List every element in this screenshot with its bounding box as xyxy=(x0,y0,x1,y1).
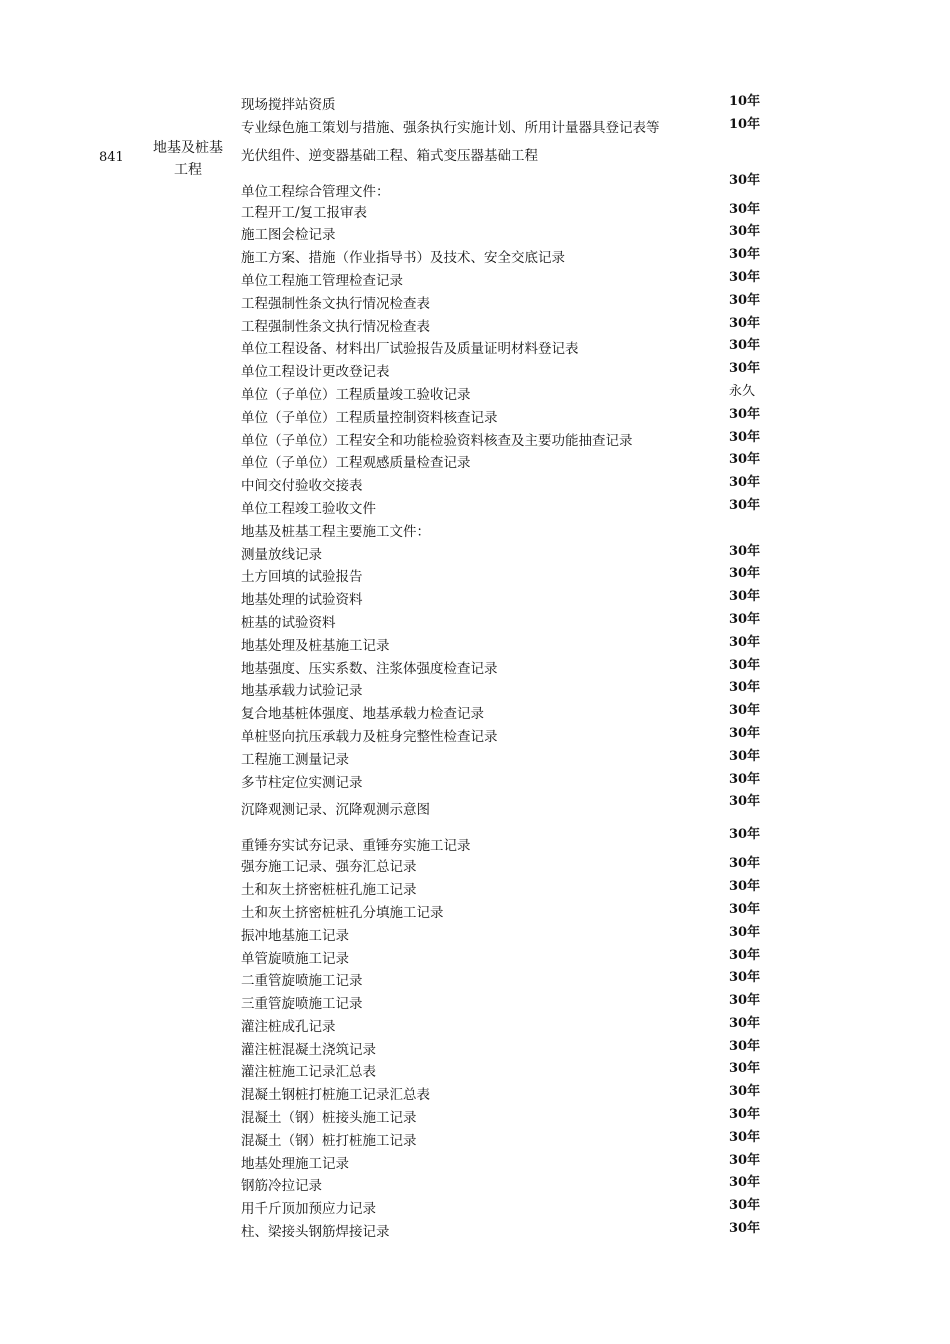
table-row xyxy=(241,136,771,169)
record-item: 强夯施工记录、强夯汇总记录 xyxy=(241,859,417,876)
table-row xyxy=(241,1217,771,1240)
record-item: 用千斤顶加预应力记录 xyxy=(241,1201,376,1218)
retention-period: 30年 xyxy=(729,589,761,605)
retention-period: 30年 xyxy=(729,993,761,1009)
retention-period: 30年 xyxy=(729,1129,761,1145)
retention-period: 30年 xyxy=(729,771,761,787)
table-row xyxy=(241,898,771,921)
retention-period: 10年 xyxy=(729,94,761,109)
retention-period: 30年 xyxy=(729,1084,761,1100)
retention-period: 30年 xyxy=(729,1015,761,1031)
record-item: 工程开工/复工报审表 xyxy=(241,204,368,221)
retention-period: 10年 xyxy=(729,116,761,132)
record-item: 桩基的试验资料 xyxy=(241,614,336,631)
table-row xyxy=(241,852,771,875)
record-item: 沉降观测记录、沉降观测示意图 xyxy=(241,802,430,819)
table-row xyxy=(241,1194,771,1217)
table-row xyxy=(241,654,771,677)
retention-period: 30年 xyxy=(729,361,761,377)
table-row xyxy=(241,1080,771,1103)
retention-period: 30年 xyxy=(729,970,761,986)
table-row xyxy=(241,312,771,335)
table-row xyxy=(241,220,771,243)
record-item: 二重管旋喷施工记录 xyxy=(241,973,363,990)
table-row xyxy=(241,334,771,357)
record-item: 单位工程施工管理检查记录 xyxy=(241,272,403,289)
table-row xyxy=(241,989,771,1012)
record-item: 地基处理的试验资料 xyxy=(241,592,363,609)
retention-period: 30年 xyxy=(729,543,761,559)
retention-period: 30年 xyxy=(729,338,761,354)
record-item: 土方回填的试验报告 xyxy=(241,569,363,586)
table-row xyxy=(241,631,771,654)
record-item: 三重管旋喷施工记录 xyxy=(241,996,363,1013)
retention-period: 30年 xyxy=(729,1152,761,1168)
record-item: 专业绿色施工策划与措施、强条执行实施计划、所用计量器具登记表等 xyxy=(241,119,660,136)
retention-period: 30年 xyxy=(729,901,761,917)
table-row xyxy=(241,517,771,540)
retention-period: 30年 xyxy=(729,748,761,764)
retention-period: 30年 xyxy=(729,1061,761,1077)
record-item: 单位工程设计更改登记表 xyxy=(241,364,390,381)
record-item: 钢筋冷拉记录 xyxy=(241,1178,322,1195)
retention-period: 30年 xyxy=(729,224,761,240)
table-row xyxy=(241,1057,771,1080)
table-row xyxy=(241,745,771,768)
retention-period: 30年 xyxy=(729,1221,761,1237)
retention-period: 永久 xyxy=(729,383,756,399)
record-item: 土和灰土挤密桩桩孔施工记录 xyxy=(241,882,417,899)
table-row xyxy=(241,768,771,791)
table-row xyxy=(241,494,771,517)
section-code: 841 xyxy=(99,150,124,165)
table-row xyxy=(241,1149,771,1172)
table-row xyxy=(241,790,771,823)
record-item: 灌注桩成孔记录 xyxy=(241,1018,336,1035)
table-row xyxy=(241,921,771,944)
table-row xyxy=(241,944,771,967)
table-row xyxy=(241,1171,771,1194)
record-item: 中间交付验收交接表 xyxy=(241,478,363,495)
retention-period: 30年 xyxy=(729,475,761,491)
record-item: 工程施工测量记录 xyxy=(241,751,349,768)
table-row xyxy=(241,966,771,989)
record-item: 施工方案、措施（作业指导书）及技术、安全交底记录 xyxy=(241,250,565,267)
record-item: 灌注桩混凝土浇筑记录 xyxy=(241,1041,376,1058)
record-item: 单位（子单位）工程观感质量检查记录 xyxy=(241,455,471,472)
section-category: 地基及桩基工程 xyxy=(153,140,223,178)
retention-period: 30年 xyxy=(729,634,761,650)
retention-period: 30年 xyxy=(729,172,761,188)
table-row xyxy=(241,699,771,722)
record-item: 工程强制性条文执行情况检查表 xyxy=(241,295,430,312)
table-row xyxy=(241,471,771,494)
retention-period: 30年 xyxy=(729,856,761,872)
retention-period: 30年 xyxy=(729,292,761,308)
record-item: 光伏组件、逆变器基础工程、箱式变压器基础工程 xyxy=(241,147,538,164)
retention-period: 30年 xyxy=(729,611,761,627)
record-item: 混凝土（钢）桩接头施工记录 xyxy=(241,1110,417,1127)
record-item: 混凝土钢桩打桩施工记录汇总表 xyxy=(241,1087,430,1104)
table-row xyxy=(241,403,771,426)
table-row xyxy=(241,1012,771,1035)
retention-period: 30年 xyxy=(729,247,761,263)
table-row xyxy=(241,448,771,471)
record-item: 多节柱定位实测记录 xyxy=(241,774,363,791)
table-row xyxy=(241,585,771,608)
retention-period: 30年 xyxy=(729,269,761,285)
table-row xyxy=(241,169,771,198)
record-item: 振冲地基施工记录 xyxy=(241,927,349,944)
table-row xyxy=(241,90,771,113)
retention-period: 30年 xyxy=(729,452,761,468)
retention-period: 30年 xyxy=(729,879,761,895)
retention-period: 30年 xyxy=(729,1107,761,1123)
record-item: 混凝土（钢）桩打桩施工记录 xyxy=(241,1132,417,1149)
retention-period: 30年 xyxy=(729,201,761,217)
table-row xyxy=(241,357,771,380)
retention-period: 30年 xyxy=(729,1198,761,1214)
record-item: 单管旋喷施工记录 xyxy=(241,950,349,967)
retention-period: 30年 xyxy=(729,566,761,582)
retention-period: 30年 xyxy=(729,1175,761,1191)
table-row xyxy=(241,875,771,898)
retention-period: 30年 xyxy=(729,497,761,513)
retention-period: 30年 xyxy=(729,924,761,940)
table-row xyxy=(241,722,771,745)
table-row xyxy=(241,113,771,136)
record-item: 测量放线记录 xyxy=(241,546,322,563)
retention-period: 30年 xyxy=(729,315,761,331)
record-list xyxy=(241,90,771,1240)
retention-period: 30年 xyxy=(729,703,761,719)
retention-period: 30年 xyxy=(729,429,761,445)
table-row xyxy=(241,562,771,585)
table-row xyxy=(241,1126,771,1149)
record-item: 复合地基桩体强度、地基承载力检查记录 xyxy=(241,706,484,723)
retention-period: 30年 xyxy=(729,827,761,843)
record-item: 柱、梁接头钢筋焊接记录 xyxy=(241,1224,390,1241)
record-item: 单位工程设备、材料出厂试验报告及质量证明材料登记表 xyxy=(241,341,579,358)
table-row xyxy=(241,243,771,266)
record-item: 地基处理及桩基施工记录 xyxy=(241,637,390,654)
table-row xyxy=(241,380,771,403)
table-row xyxy=(241,198,771,221)
table-row xyxy=(241,676,771,699)
table-row xyxy=(241,426,771,449)
retention-period: 30年 xyxy=(729,406,761,422)
record-item: 施工图会检记录 xyxy=(241,227,336,244)
record-item: 单桩竖向抗压承载力及桩身完整性检查记录 xyxy=(241,728,498,745)
table-row xyxy=(241,1103,771,1126)
record-item: 单位（子单位）工程质量控制资料核查记录 xyxy=(241,409,498,426)
record-item: 地基强度、压实系数、注浆体强度检查记录 xyxy=(241,660,498,677)
retention-period: 30年 xyxy=(729,725,761,741)
record-item: 地基承载力试验记录 xyxy=(241,683,363,700)
table-row xyxy=(241,1035,771,1058)
record-item: 单位（子单位）工程质量竣工验收记录 xyxy=(241,386,471,403)
retention-period: 30年 xyxy=(729,794,761,810)
table-row xyxy=(241,266,771,289)
record-item: 重锤夯实试夯记录、重锤夯实施工记录 xyxy=(241,838,471,855)
retention-period: 30年 xyxy=(729,1038,761,1054)
record-item: 地基及桩基工程主要施工文件： xyxy=(241,523,430,540)
retention-period: 30年 xyxy=(729,947,761,963)
table-row xyxy=(241,289,771,312)
record-item: 单位（子单位）工程安全和功能检验资料核查及主要功能抽查记录 xyxy=(241,432,633,449)
table-row xyxy=(241,608,771,631)
record-item: 现场搅拌站资质 xyxy=(241,97,336,113)
record-item: 工程强制性条文执行情况检查表 xyxy=(241,318,430,335)
record-item: 地基处理施工记录 xyxy=(241,1155,349,1172)
record-item: 土和灰土挤密桩桩孔分填施工记录 xyxy=(241,904,444,921)
record-item: 单位工程综合管理文件： xyxy=(241,183,390,200)
record-item: 单位工程竣工验收文件 xyxy=(241,500,376,517)
retention-period: 30年 xyxy=(729,680,761,696)
table-row xyxy=(241,540,771,563)
table-row xyxy=(241,823,771,855)
retention-period: 30年 xyxy=(729,657,761,673)
record-item: 灌注桩施工记录汇总表 xyxy=(241,1064,376,1081)
